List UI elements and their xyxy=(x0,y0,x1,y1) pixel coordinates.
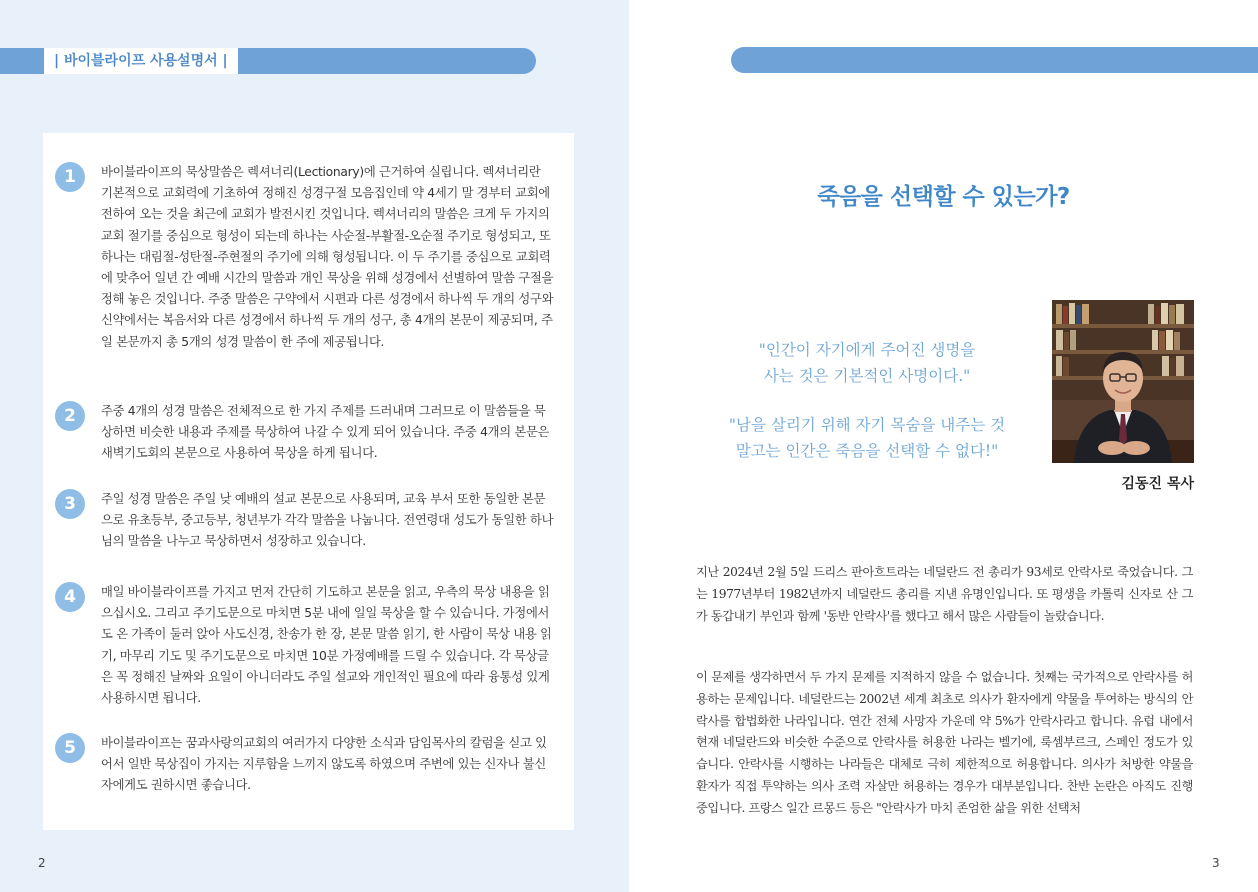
number-badge: 2 xyxy=(55,401,85,431)
page-number-left: 2 xyxy=(38,856,46,870)
article-title: 죽음을 선택할 수 있는가? xyxy=(817,184,1070,210)
header-bar xyxy=(731,47,1258,73)
instruction-text: 주일 성경 말씀은 주일 낮 예배의 설교 본문으로 사용되며, 교육 부서 또한 동일한 본문으로 유초등부, 중고등부, 청년부가 각각 말씀을 나눕니다. 전연령대 성도가 동일한 하나님의 말씀을 나누고 묵상하면서 성장하고 있습니다. xyxy=(101,492,554,549)
section-header-label: | 바이블라이프 사용설명서 | xyxy=(44,48,238,74)
instruction-text: 주중 4개의 성경 말씀은 전체적으로 한 가지 주제를 드러내며 그러므로 이 말씀들을 묵상하면 비슷한 내용과 주제를 묵상하여 나갈 수 있게 되어 있습니다. 주중 4개의 본문은 새벽기도회의 본문으로 사용하여 묵상을 하게 됩니다. xyxy=(101,404,550,461)
number-badge: 3 xyxy=(55,489,85,519)
number-badge: 5 xyxy=(55,733,85,763)
instruction-text: 바이블라이프의 묵상말씀은 렉셔너리(Lectionary)에 근거하여 실립니다. 렉셔너리란 기본적으로 교회력에 기초하여 정해진 성경구절 모음집인데 약 4세기 말 경부터 교회에 전하여 오는 것을 최근에 교회가 발전시킨 것입니다. 렉셔너리의 말씀은 크게 두 가지의 교회 절기를 중심으로 형성이 되는데 하나는 사순절-부활절-오순절 주기로 형성되고, 또 하나는 대림절-성탄절-주현절의 주기에 의해 형성됩니다. 이 두 주기를 중심으로 교회력에 맞추어 일년 간 예배 시간의 말씀과 개인 묵상을 위해 성경에서 선별하여 말씀 구절을 정해 놓은 것입니다. 주중 말씀은 구약에서 시편과 다른 성경에서 하나씩 두 개의 성구와신약에서는 복음서와 다른 성경에서 하나씩 두 개의 성구, 총 4개의 본문이 제공되며, 주일 본문까지 총 5개의 성경 말씀이 한 주에 제공됩니다. xyxy=(101,165,554,349)
author-portrait xyxy=(1052,300,1194,463)
instruction-text: 매일 바이블라이프를 가지고 먼저 간단히 기도하고 본문을 읽고, 우측의 묵상 내용을 읽으십시오. 그리고 주기도문으로 마치면 5분 내에 일일 묵상을 할 수 있습니다. 가정에서도 온 가족이 둘러 앉아 사도신경, 찬송가 한 장, 본문 말씀 읽기, 한 사람이 묵상 내용 읽기, 마무리 기도 및 주기도문으로 마치면 10분 가정예배를 드릴 수 있습니다. 각 묵상글은 꼭 정해진 날짜와 요일이 아니더라도 주일 설교와 개인적인 필요에 따라 융통성 있게 사용하시면 됩니다. xyxy=(101,585,552,706)
right-page xyxy=(629,0,1258,892)
page-number-right: 3 xyxy=(1212,856,1220,870)
quote-1: "인간이 자기에게 주어진 생명을 사는 것은 기본적인 사명이다." xyxy=(758,341,976,385)
instruction-text: 바이블라이프는 꿈과사랑의교회의 여러가지 다양한 소식과 담임목사의 칼럼을 싣고 있어서 일반 묵상집이 가지는 지루함을 느끼지 않도록 하였으며 주변에 있는 신자나 불신자에게도 권하시면 좋습니다. xyxy=(101,736,547,793)
article-paragraph-1: 지난 2024년 2월 5일 드리스 판아흐트라는 네덜란드 전 총리가 93세로 안락사로 죽었습니다. 그는 1977년부터 1982년까지 네덜란드 총리를 지낸 유명인입니다. 또 평생을 카톨릭 신자로 산 그가 동갑내기 부인과 함께 '동반 안락사'를 했다고 해서 많은 사람들이 놀랐습니다. xyxy=(696,565,1193,623)
number-badge: 4 xyxy=(55,582,85,612)
quote-2: "남을 살리기 위해 자기 목숨을 내주는 것 말고는 인간은 죽음을 선택할 수 없다!" xyxy=(728,416,1006,460)
instructions-card xyxy=(43,133,574,830)
author-name: 김동진 목사 xyxy=(1121,476,1194,492)
number-badge: 1 xyxy=(55,162,85,192)
portrait-image xyxy=(1052,300,1194,463)
article-paragraph-2: 이 문제를 생각하면서 두 가지 문제를 지적하지 않을 수 없습니다. 첫째는 국가적으로 안락사를 허용하는 문제입니다. 네덜란드는 2002년 세계 최초로 의사가 환자에게 약물을 투여하는 방식의 안락사를 합법화한 나라입니다. 연간 전체 사망자 가운데 약 5%가 안락사라고 합니다. 유럽 내에서 현재 네덜란드와 비슷한 수준으로 안락사를 허용한 나라는 벨기에, 룩셈부르크, 스페인 정도가 있습니다. 안락사를 시행하는 나라들은 대체로 극히 제한적으로 허용합니다. 의사가 처방한 약물을 환자가 직접 투약하는 의사 조력 자살만 허용하는 경우가 대부분입니다. 찬반 논란은 아직도 진행 중입니다. 프랑스 일간 르몽드 등은 "안락사가 마치 존엄한 삶을 위한 선택처 xyxy=(696,670,1193,815)
